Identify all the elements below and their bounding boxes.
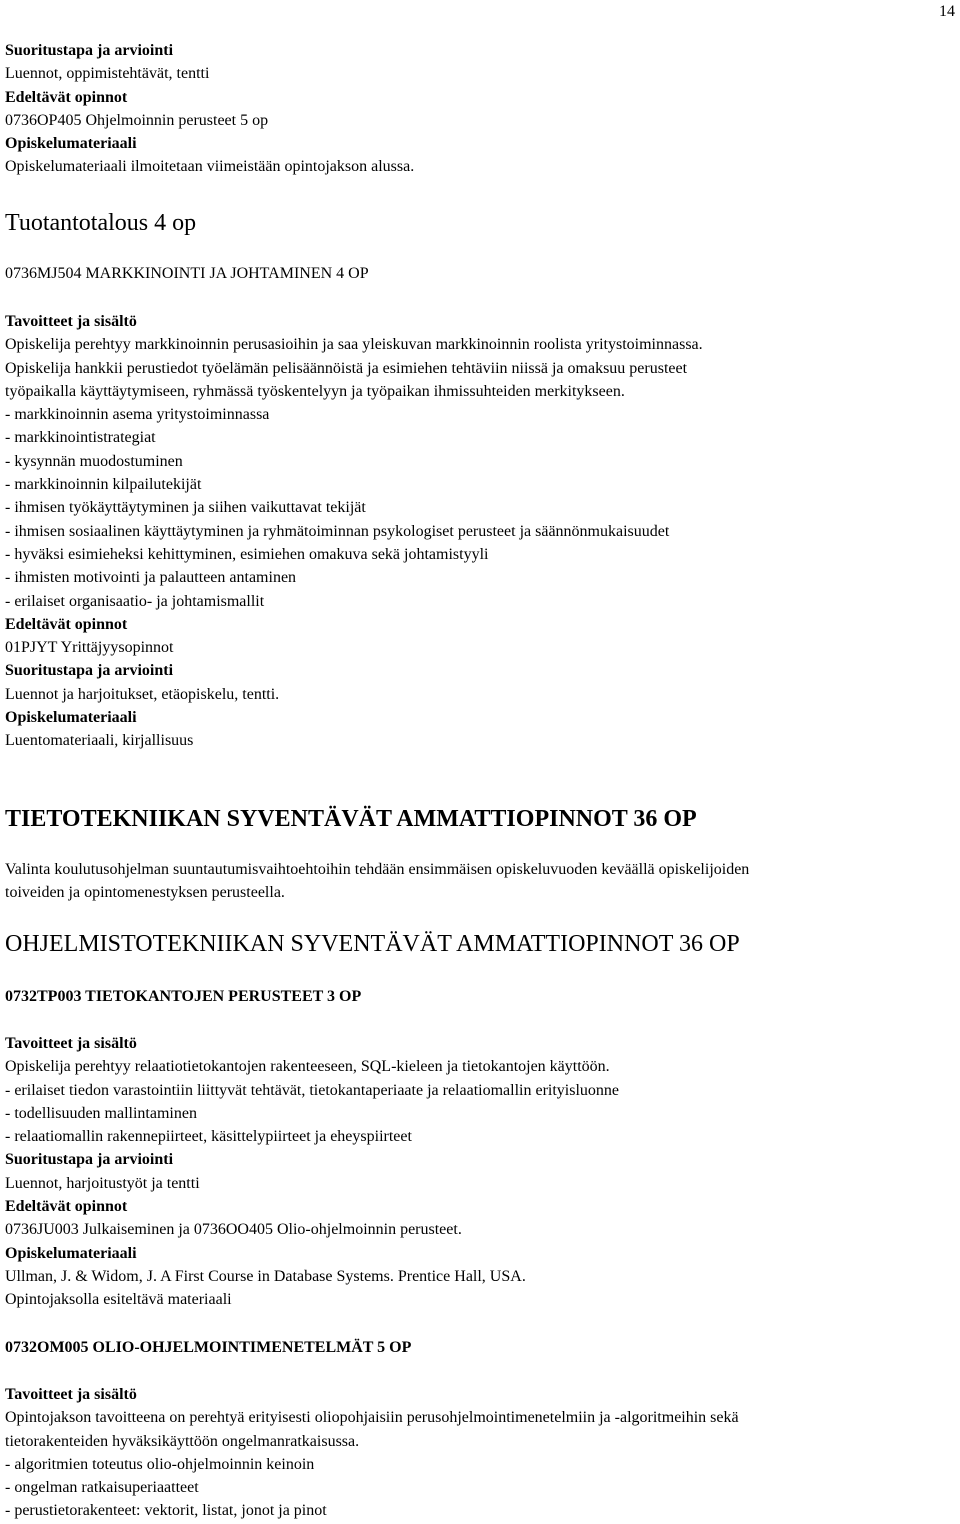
materials-heading: Opiskelumateriaali bbox=[5, 135, 137, 153]
description-line: työpaikalla käyttäytymiseen, ryhmässä työskentelyyn ja työpaikan ihmissuhteiden merkitykseen. bbox=[5, 382, 625, 400]
topic-item: - erilaiset tiedon varastointiin liittyvät tehtävät, tietokantaperiaate ja relaatiomallin erityisluonne bbox=[5, 1081, 620, 1099]
description-line: Opiskelija hankkii perustiedot työelämän pelisäännöistä ja esimiehen tehtäviin niissä ja omaksuu perusteet bbox=[5, 359, 688, 377]
assessment-heading: Suoritustapa ja arviointi bbox=[5, 42, 174, 59]
prerequisites-text: 0736OP405 Ohjelmoinnin perusteet 5 op bbox=[5, 111, 269, 129]
topic-item: - kysynnän muodostuminen bbox=[5, 452, 183, 470]
goals-heading: Tavoitteet ja sisältö bbox=[5, 313, 137, 330]
section-title: TIETOTEKNIIKAN SYVENTÄVÄT AMMATTIOPINNOT 36 OP bbox=[5, 806, 697, 832]
section-title: OHJELMISTOTEKNIIKAN SYVENTÄVÄT AMMATTIOPINNOT 36 OP bbox=[5, 931, 740, 957]
topic-item: - ihmisen sosiaalinen käyttäytyminen ja ryhmätoiminnan psykologiset perusteet ja säännönmukaisuudet bbox=[5, 522, 670, 540]
assessment-text: Luennot, oppimistehtävät, tentti bbox=[5, 65, 210, 83]
topic-item: - markkinoinnin kilpailutekijät bbox=[5, 476, 202, 494]
assessment-heading: Suoritustapa ja arviointi bbox=[5, 1151, 174, 1169]
database-course bbox=[5, 985, 955, 1008]
materials-heading: Opiskelumateriaali bbox=[5, 1244, 137, 1262]
topic-item: - erilaiset organisaatio- ja johtamismallit bbox=[5, 592, 265, 610]
topic-item: - algoritmien toteutus olio-ohjelmoinnin keinoin bbox=[5, 1455, 315, 1473]
oop-methods-course-body bbox=[5, 1383, 955, 1523]
previous-course-tail bbox=[5, 39, 955, 179]
tietotekniikka-section bbox=[5, 804, 955, 834]
goals-heading: Tavoitteet ja sisältö bbox=[5, 1035, 137, 1052]
course-title: 0732OM005 OLIO-OHJELMOINTIMENETELMÄT 5 OP bbox=[5, 1339, 412, 1356]
oop-methods-course bbox=[5, 1336, 955, 1359]
description-line: tietorakenteiden hyväksikäyttöön ongelmanratkaisussa. bbox=[5, 1432, 360, 1450]
marketing-course-body bbox=[5, 310, 955, 753]
ohjelmistotekniikka-section bbox=[5, 929, 955, 959]
materials-text: Opintojaksolla esiteltävä materiaali bbox=[5, 1291, 232, 1309]
assessment-heading: Suoritustapa ja arviointi bbox=[5, 662, 174, 680]
assessment-text: Luennot, harjoitustyöt ja tentti bbox=[5, 1174, 200, 1192]
course-title: 0736MJ504 MARKKINOINTI JA JOHTAMINEN 4 OP bbox=[5, 265, 369, 282]
prerequisites-text: 0736JU003 Julkaiseminen ja 0736OO405 Olio-ohjelmoinnin perusteet. bbox=[5, 1221, 462, 1239]
topic-item: - ihmisen työkäyttäytyminen ja siihen vaikuttavat tekijät bbox=[5, 499, 366, 517]
topic-item: - relaatiomallin rakennepiirteet, käsittelypiirteet ja eheyspiirteet bbox=[5, 1128, 412, 1146]
description-line: Opintojakson tavoitteena on perehtyä erityisesti oliopohjaisiin perusohjelmointimenetelmiin ja -algoritmeihin sekä bbox=[5, 1409, 739, 1427]
page-number: 14 bbox=[939, 3, 955, 20]
topic-item: - ihmisten motivointi ja palautteen antaminen bbox=[5, 569, 297, 587]
topic-item: - perustietorakenteet: vektorit, listat, jonot ja pinot bbox=[5, 1502, 327, 1520]
prerequisites-heading: Edeltävät opinnot bbox=[5, 88, 128, 106]
topic-item: - ongelman ratkaisuperiaatteet bbox=[5, 1479, 199, 1497]
tuotantotalous-section bbox=[5, 208, 955, 238]
topic-item: - markkinoinnin asema yritystoiminnassa bbox=[5, 406, 270, 424]
topic-item: - todellisuuden mallintaminen bbox=[5, 1104, 197, 1122]
materials-text: Luentomateriaali, kirjallisuus bbox=[5, 732, 194, 750]
section-title: Tuotantotalous 4 op bbox=[5, 210, 197, 236]
materials-heading: Opiskelumateriaali bbox=[5, 709, 137, 727]
intro-line: Valinta koulutusohjelman suuntautumisvaihtoehtoihin tehdään ensimmäisen opiskeluvuoden keväällä opiskelijoiden bbox=[5, 861, 750, 878]
marketing-course bbox=[5, 262, 955, 285]
tietotekniikka-intro bbox=[5, 858, 955, 905]
course-title: 0732TP003 TIETOKANTOJEN PERUSTEET 3 OP bbox=[5, 988, 362, 1005]
assessment-text: Luennot ja harjoitukset, etäopiskelu, tentti. bbox=[5, 685, 280, 703]
database-course-body bbox=[5, 1032, 955, 1312]
goals-heading: Tavoitteet ja sisältö bbox=[5, 1386, 137, 1403]
prerequisites-text: 01PJYT Yrittäjyysopinnot bbox=[5, 639, 174, 657]
prerequisites-heading: Edeltävät opinnot bbox=[5, 1198, 128, 1216]
description-line: Opiskelija perehtyy markkinoinnin perusasioihin ja saa yleiskuvan markkinoinnin roolista yritystoiminnassa. bbox=[5, 336, 703, 354]
materials-text: Opiskelumateriaali ilmoitetaan viimeistään opintojakson alussa. bbox=[5, 158, 415, 176]
topic-item: - markkinointistrategiat bbox=[5, 429, 156, 447]
prerequisites-heading: Edeltävät opinnot bbox=[5, 615, 128, 633]
materials-text: Ullman, J. & Widom, J. A First Course in Database Systems. Prentice Hall, USA. bbox=[5, 1267, 526, 1285]
description-line: Opiskelija perehtyy relaatiotietokantojen rakenteeseen, SQL-kieleen ja tietokantojen käyttöön. bbox=[5, 1058, 610, 1076]
intro-line: toiveiden ja opintomenestyksen perusteella. bbox=[5, 884, 285, 902]
topic-item: - hyväksi esimieheksi kehittyminen, esimiehen omakuva sekä johtamistyyli bbox=[5, 545, 489, 563]
